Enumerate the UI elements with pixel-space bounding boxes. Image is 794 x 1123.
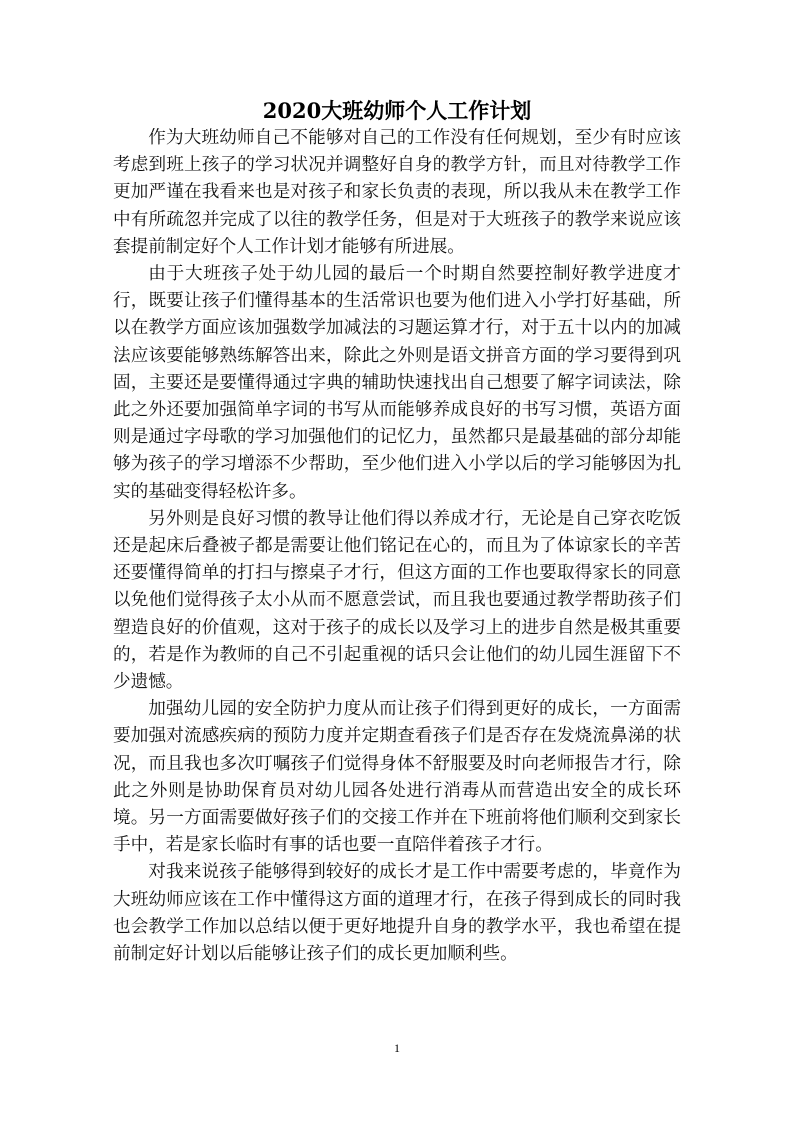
paragraph-1: 作为大班幼师自己不能够对自己的工作没有任何规划，至少有时应该考虑到班上孩子的学习状况并调整好自身的教学方针，而且对待教学工作更加严谨在我看来也是对孩子和家长负责的表现，所以我从未在教学工作中有所疏忽并完成了以往的教学任务，但是对于大班孩子的教学来说应该套提前制定好个人工作计划才能够有所进展。 [113,128,681,257]
paragraph-4: 加强幼儿园的安全防护力度从而让孩子们得到更好的成长，一方面需要加强对流感疾病的预防力度并定期查看孩子们是否存在发烧流鼻涕的状况，而且我也多次叮嘱孩子们觉得身体不舒服要及时向老师报告才行，除此之外则是协助保育员对幼儿园各处进行消毒从而营造出安全的成长环境。另一方面需要做好孩子们的交接工作并在下班前将他们顺利交到家长手中，若是家长临时有事的话也要一直陪伴着孩子才行。 [113,699,681,856]
paragraph-2: 由于大班孩子处于幼儿园的最后一个时期自然要控制好教学进度才行，既要让孩子们懂得基本的生活常识也要为他们进入小学打好基础，所以在教学方面应该加强数学加减法的习题运算才行，对于五十以内的加减法应该要能够熟练解答出来，除此之外则是语文拼音方面的学习要得到巩固，主要还是要懂得通过字典的辅助快速找出自己想要了解字词读法，除此之外还要加强简单字词的书写从而能够养成良好的书写习惯，英语方面则是通过字母歌的学习加强他们的记忆力，虽然都只是最基础的部分却能够为孩子的学习增添不少帮助，至少他们进入小学以后的学习能够因为扎实的基础变得轻松许多。 [113,264,681,502]
document-title: 2020大班幼师个人工作计划 [262,98,532,123]
document-body [113,125,681,968]
paragraph-5: 对我来说孩子能够得到较好的成长才是工作中需要考虑的，毕竟作为大班幼师应该在工作中懂得这方面的道理才行，在孩子得到成长的同时我也会教学工作加以总结以便于更好地提升自身的教学水平，我也希望在提前制定好计划以后能够让孩子们的成长更加顺利些。 [113,862,681,965]
page-number: 1 [394,1041,400,1055]
paragraph-3: 另外则是良好习惯的教导让他们得以养成才行，无论是自己穿衣吃饭还是起床后叠被子都是需要让他们铭记在心的，而且为了体谅家长的辛苦还要懂得简单的打扫与擦桌子才行，但这方面的工作也要取得家长的同意以免他们觉得孩子太小从而不愿意尝试，而且我也要通过教学帮助孩子们塑造良好的价值观，这对于孩子的成长以及学习上的进步自然是极其重要的，若是作为教师的自己不引起重视的话只会让他们的幼儿园生涯留下不少遗憾。 [113,508,681,693]
